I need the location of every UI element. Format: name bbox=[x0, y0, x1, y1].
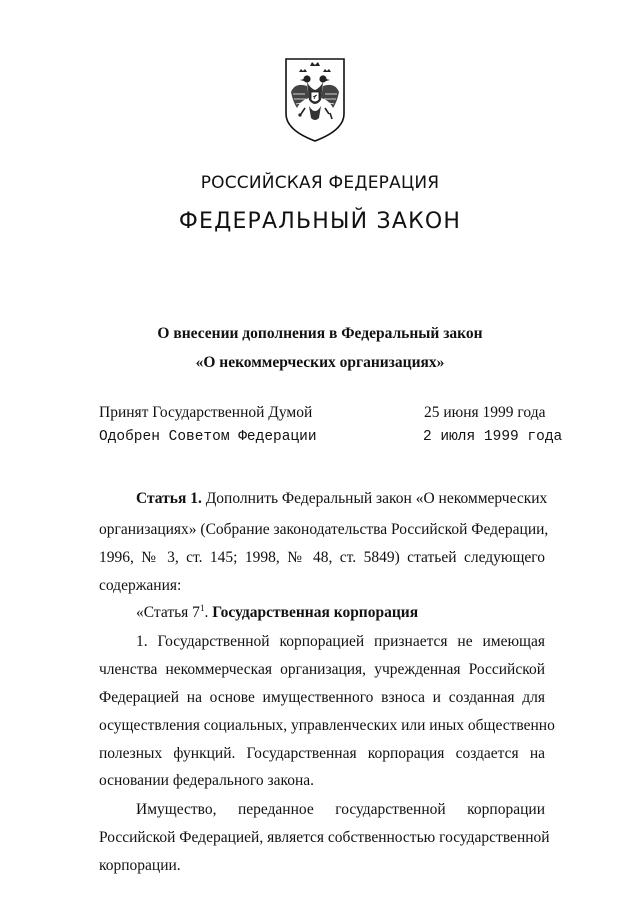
new-article-name: Государственная корпорация bbox=[212, 604, 419, 621]
adopted-by-duma-label: Принят Государственной Думой bbox=[99, 404, 313, 421]
new-article-suffix: . bbox=[204, 604, 209, 621]
para-2-line-3: корпорации. bbox=[99, 857, 181, 874]
para-2-line-1: Имущество, переданное государственной корпорации bbox=[136, 801, 545, 818]
law-title-line-1: О внесении дополнения в Федеральный закон bbox=[157, 325, 483, 342]
article-1-line-3: 1996, № 3, ст. 145; 1998, № 48, ст. 5849) статьей следующего bbox=[99, 549, 545, 566]
para-1-line-3: Федерацией на основе имущественного взноса и созданная для bbox=[99, 689, 545, 706]
para-2-line-2: Российской Федерацией, является собственностью государственной bbox=[99, 829, 550, 846]
para-1-line-2: членства некоммерческая организация, учрежденная Российской bbox=[99, 661, 545, 678]
approved-by-council-date: 2 июля 1999 года bbox=[423, 429, 563, 445]
new-article-heading bbox=[136, 604, 545, 622]
article-1-line-1 bbox=[136, 490, 548, 508]
new-article-superscript: 1 bbox=[199, 603, 205, 613]
para-1-line-5: полезных функций. Государственная корпорация создается на bbox=[99, 745, 545, 762]
document-type-heading: ФЕДЕРАЛЬНЫЙ ЗАКОН bbox=[178, 209, 462, 234]
approved-by-council-label: Одобрен Советом Федерации bbox=[99, 429, 317, 445]
para-1-line-1: 1. Государственной корпорацией признается не имеющая bbox=[136, 633, 545, 650]
coat-of-arms-emblem bbox=[283, 56, 347, 144]
adopted-by-duma-date: 25 июня 1999 года bbox=[424, 404, 546, 421]
country-heading: РОССИЙСКАЯ ФЕДЕРАЦИЯ bbox=[200, 173, 440, 193]
para-1-line-6: основании федерального закона. bbox=[99, 772, 315, 789]
new-article-prefix: «Статья 7 bbox=[136, 604, 200, 621]
article-1-text: Дополнить Федеральный закон «О некоммерческих bbox=[205, 490, 548, 507]
article-1-heading: Статья 1. bbox=[136, 490, 202, 507]
para-1-line-4: осуществления социальных, управленческих или иных общественно bbox=[99, 717, 555, 734]
law-title-line-2: «О некоммерческих организациях» bbox=[195, 354, 445, 371]
article-1-line-4: содержания: bbox=[99, 577, 182, 594]
article-1-line-2: организациях» (Собрание законодательства Российской Федерации, bbox=[99, 521, 549, 538]
